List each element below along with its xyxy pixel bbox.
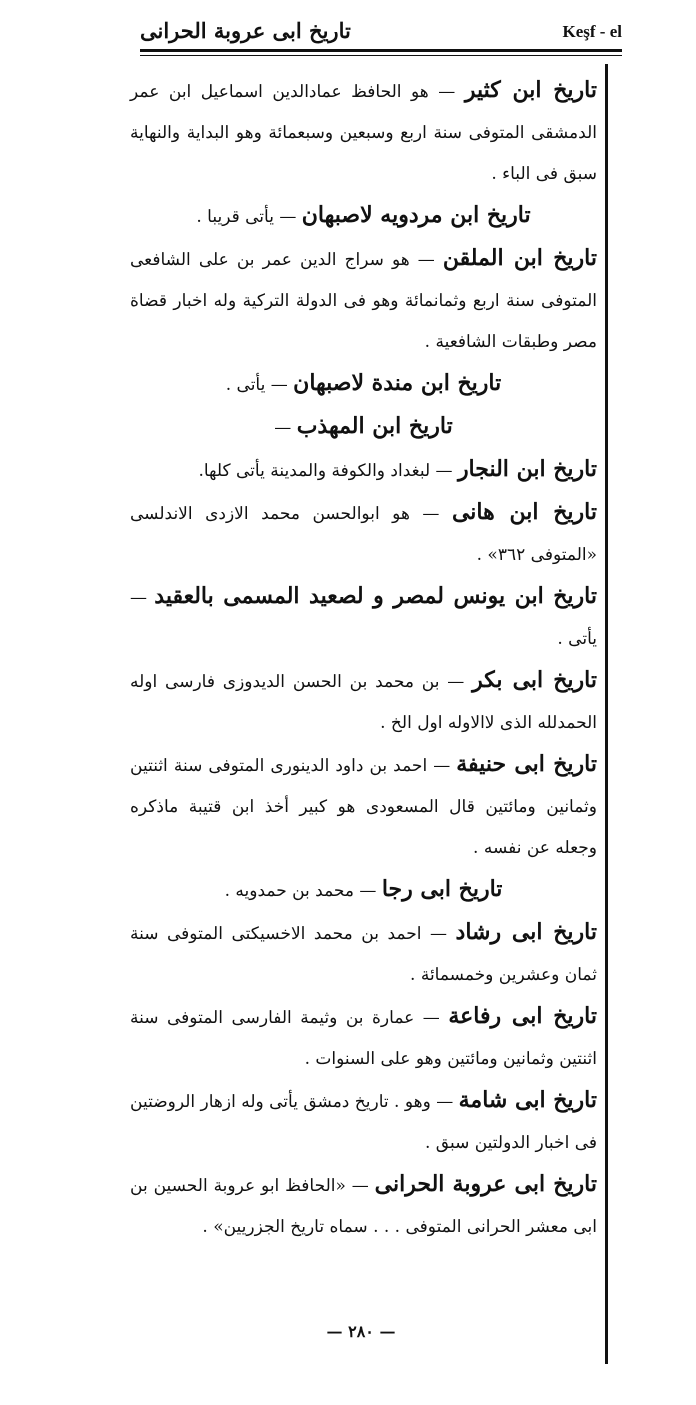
entry-text: — احمد بن محمد الاخسيكتى المتوفى سنة ثمان وعشرين وخمسمائة .	[130, 924, 597, 985]
entry-head: تاريخ ابن كثير	[464, 77, 598, 103]
entry-head: تاريخ ابى رفاعة	[448, 1003, 597, 1029]
header-rule-thin	[140, 55, 622, 56]
entry-text: — يأتى .	[130, 588, 597, 649]
entry-text: — يأتى قريبا .	[196, 207, 302, 227]
entry-ibn-marduyah	[130, 195, 597, 238]
entry-ibn-al-muhadhdhab	[130, 406, 597, 449]
entry-ibn-yunus	[130, 576, 597, 660]
entry-head: تاريخ ابن الملقن	[442, 245, 597, 271]
entry-text: — بن محمد بن الحسن الديدوزى فارسى اوله الحمدلله الذى لاالاوله اول الخ .	[130, 672, 597, 733]
entry-abi-shama	[130, 1080, 597, 1164]
entry-head: تاريخ ابن مردويه لاصبهان	[301, 202, 531, 228]
entry-text: — هو الحافظ عمادالدين اسماعيل ابن عمر الدمشقى المتوفى سنة اربع وسبعين وسبعمائة وهو البداية والنهاية سبق فى الباء .	[130, 82, 597, 184]
header-rule-thick	[140, 49, 622, 52]
entry-abi-hanifa	[130, 744, 597, 869]
entry-ibn-al-mulaqqin	[130, 238, 597, 363]
entry-head: تاريخ ابن المهذب	[296, 413, 453, 439]
entry-text: — هو ابوالحسن محمد الازدى الاندلسى «المتوفى ٣٦٢» .	[130, 504, 597, 565]
entry-abi-aruba	[130, 1164, 597, 1248]
entry-abi-bakr	[130, 660, 597, 744]
entry-head: تاريخ ابى عروبة الحرانى	[374, 1171, 597, 1197]
header-title: تاريخ ابى عروبة الحرانى	[140, 18, 351, 43]
entry-text: — هو سراج الدين عمر بن على الشافعى المتوفى سنة اربع وثمانمائة وهو فى الدولة التركية وله اخبار قضاة مصر وطبقات الشافعية .	[130, 250, 597, 352]
entry-abi-raja	[130, 869, 597, 912]
entry-text: — يأتى .	[225, 375, 294, 395]
margin-vertical-rule	[605, 64, 608, 1364]
entry-text: — «الحافظ ابو عروبة الحسين بن ابى معشر الحرانى المتوفى . . . سماه تاريخ الجزريين» .	[130, 1176, 597, 1237]
entry-ibn-al-najjar	[130, 449, 597, 492]
page-number: — ٢٨٠ —	[326, 1322, 396, 1341]
entry-text: — محمد بن حمدويه .	[224, 881, 382, 901]
entry-ibn-mandah	[130, 363, 597, 406]
entry-abi-rifaa	[130, 996, 597, 1080]
entry-head: تاريخ ابن يونس لمصر و لصعيد المسمى بالعقيد	[154, 583, 597, 609]
entry-text: — عمارة بن وثيمة الفارسى المتوفى سنة اثنتين وثمانين ومائتين وهو على السنوات .	[130, 1008, 597, 1069]
entry-text: — لبغداد والكوفة والمدينة يأتى كلها.	[198, 461, 458, 481]
entry-head: تاريخ ابى رجا	[381, 876, 503, 902]
entry-text: — احمد بن داود الدينورى المتوفى سنة اثنتين وثمانين ومائتين قال المسعودى هو كبير أخذ ابن قتيبة ماذكره وجعله عن نفسه .	[130, 756, 597, 858]
entry-text: —	[274, 418, 297, 438]
entry-abi-rashad	[130, 912, 597, 996]
entry-list	[130, 70, 597, 1248]
entry-head: تاريخ ابن مندة لاصبهان	[293, 370, 502, 396]
entry-head: تاريخ ابى بكر	[472, 667, 597, 693]
entry-head: تاريخ ابن هانى	[451, 499, 597, 525]
entry-ibn-kathir	[130, 70, 597, 195]
entry-text: — وهو . تاريخ دمشق يأتى وله ازهار الروضتين فى اخبار الدولتين سبق .	[130, 1092, 597, 1153]
running-header	[140, 14, 622, 48]
header-latin-title: Keşf - el	[562, 22, 622, 41]
entry-head: تاريخ ابى حنيفة	[456, 751, 597, 777]
entry-head: تاريخ ابن النجار	[457, 456, 597, 482]
entry-head: تاريخ ابى رشاد	[455, 919, 597, 945]
entry-ibn-hani	[130, 492, 597, 576]
entry-head: تاريخ ابى شامة	[458, 1087, 597, 1113]
